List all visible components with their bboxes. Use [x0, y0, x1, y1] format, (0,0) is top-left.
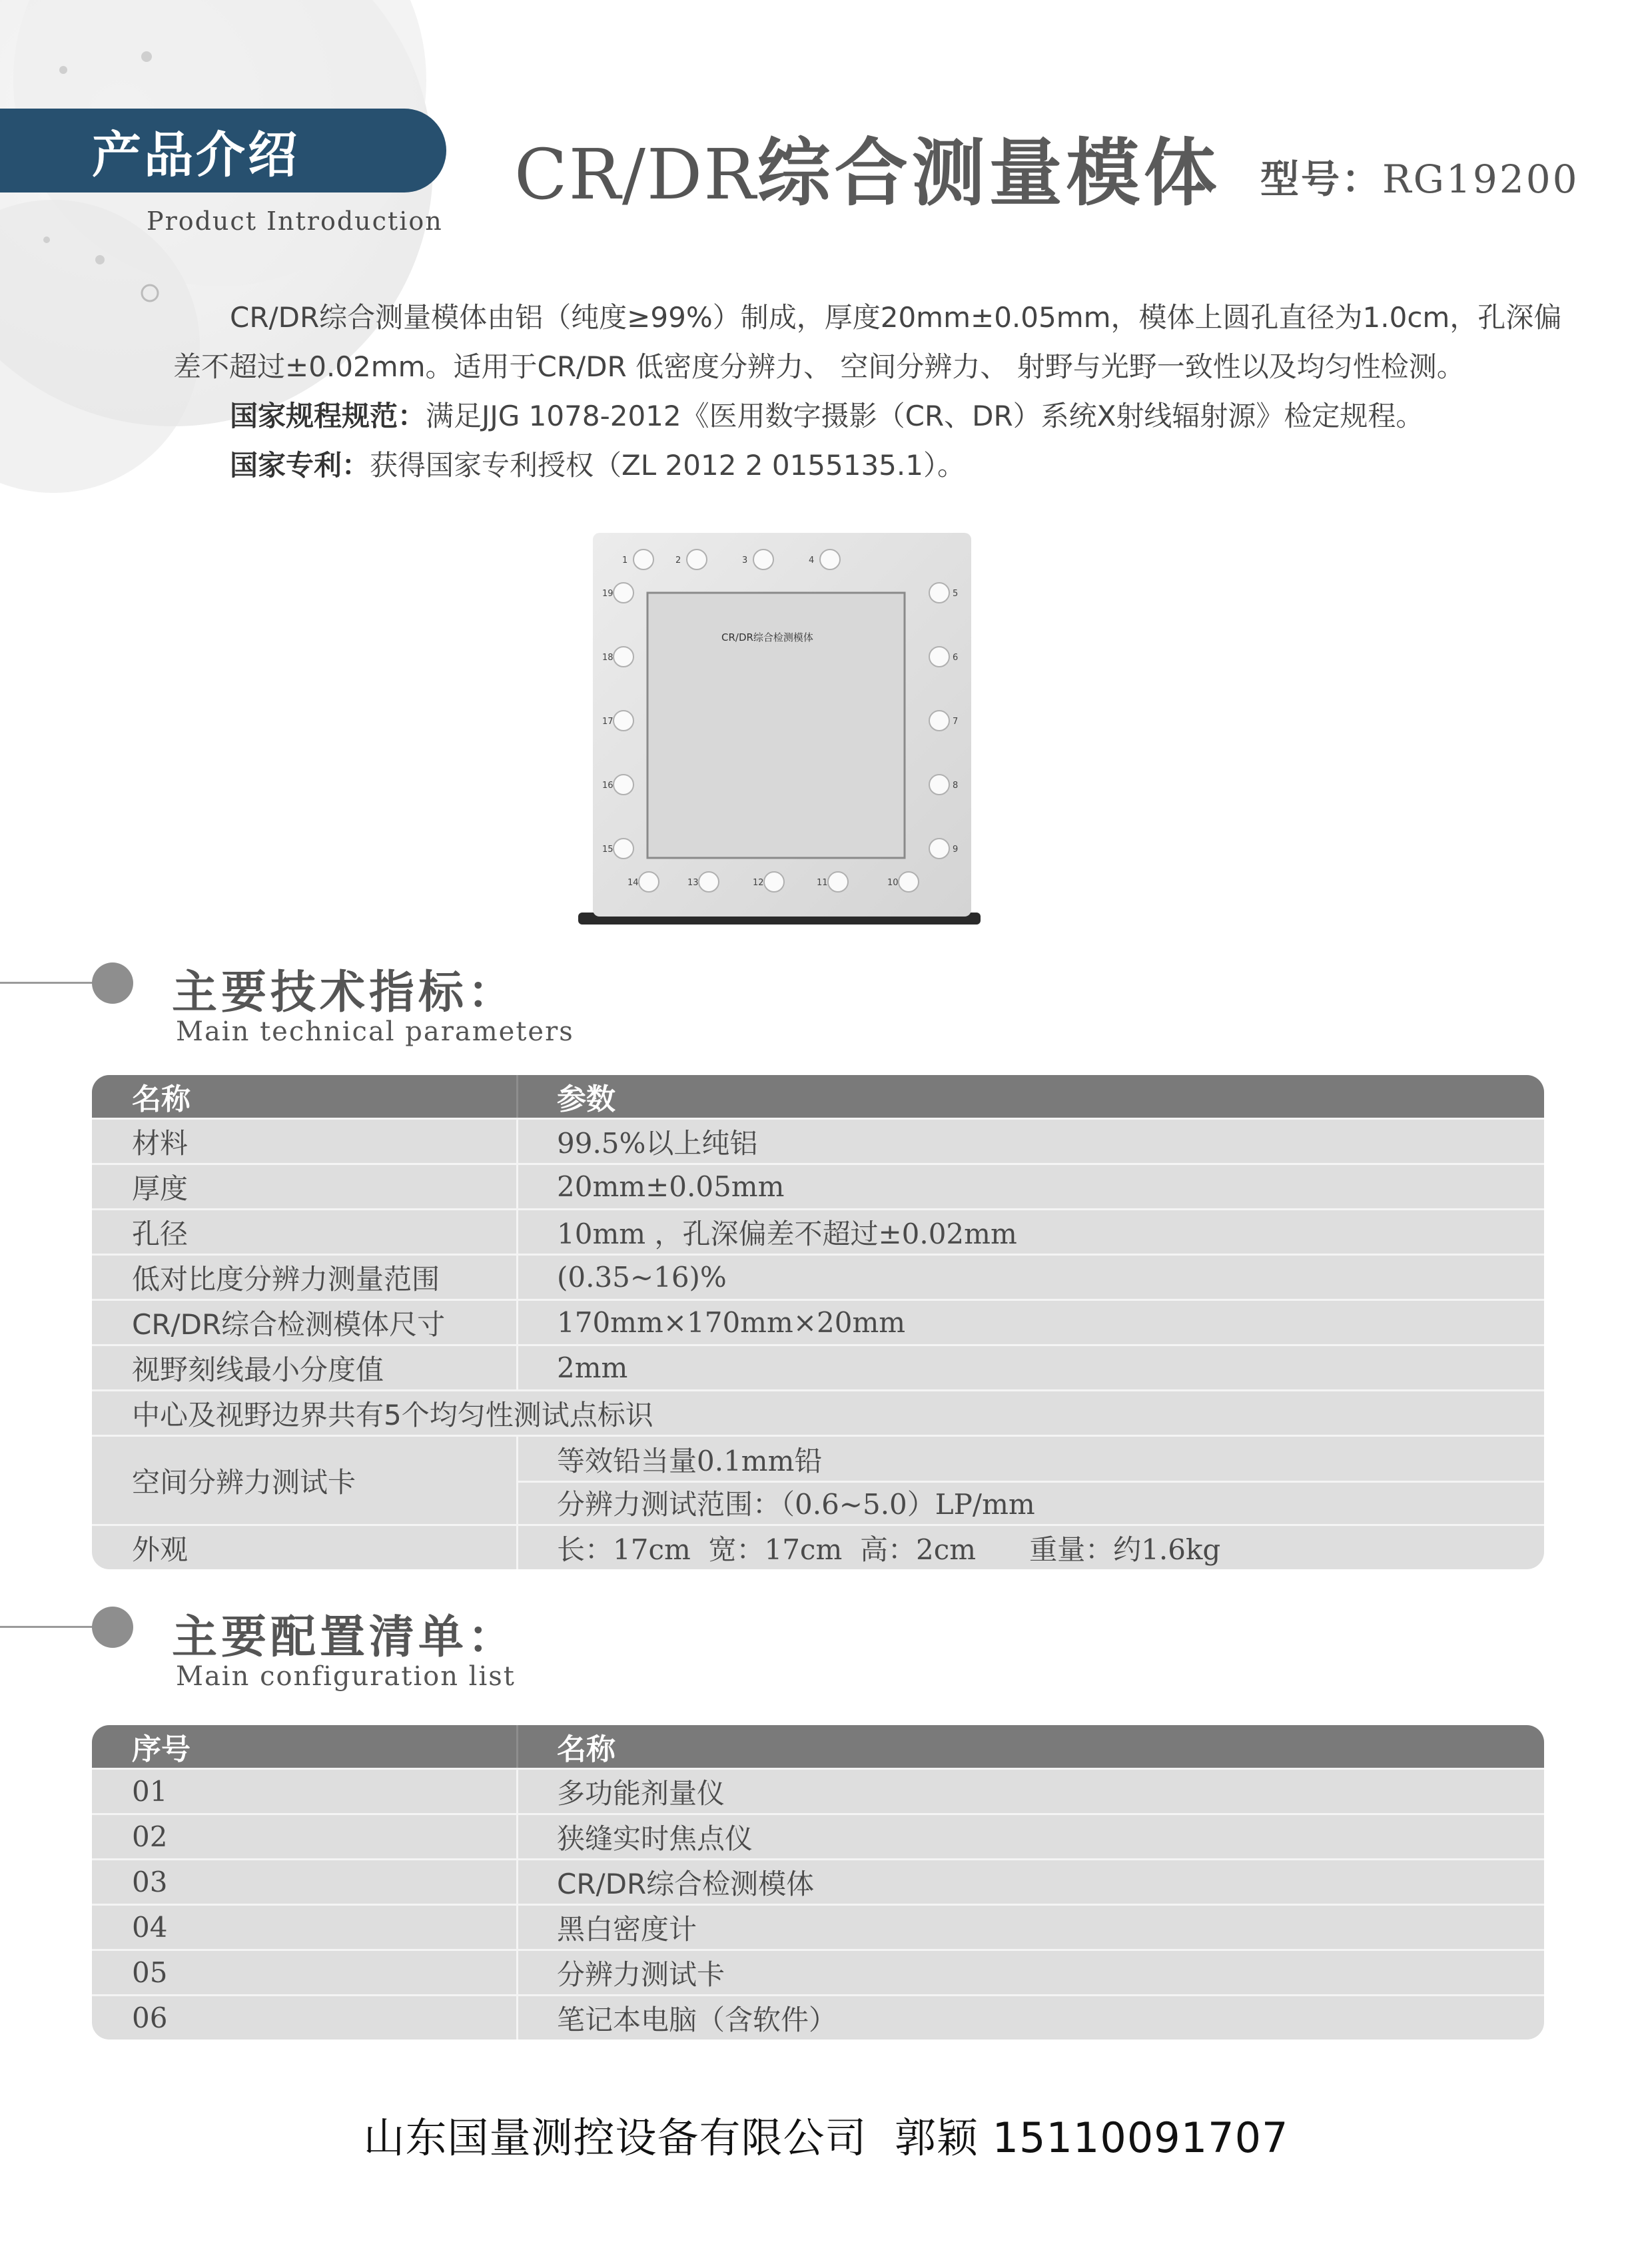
- tech-col-name: 名称: [92, 1075, 518, 1118]
- tech-section-subtitle: Main technical parameters: [176, 1016, 574, 1047]
- product-photo: [573, 533, 985, 929]
- product-title-en: CR/DR: [514, 134, 757, 215]
- table-row: [92, 1994, 1544, 2040]
- section-tab-subtitle: Product Introduction: [147, 206, 443, 236]
- config-item: 分辨力测试卡: [557, 1958, 725, 1991]
- model-label: 型号：: [1260, 157, 1383, 202]
- param-value: (0.35~16)%: [557, 1261, 727, 1294]
- patent-label: 国家专利：: [230, 449, 370, 482]
- config-no: 02: [92, 1815, 518, 1858]
- hole-number: 14: [627, 878, 639, 888]
- config-table-header: [92, 1725, 1544, 1768]
- intro-line-1: CR/DR综合测量模体由铝（纯度≥99%）制成，厚度20mm±0.05mm，模体上圆孔直径为1.0cm，孔深偏: [230, 301, 1562, 334]
- table-row: [92, 1299, 1544, 1344]
- config-item: 狭缝实时焦点仪: [557, 1822, 753, 1855]
- tech-col-param: 参数: [557, 1082, 616, 1116]
- hole-number: 4: [809, 556, 815, 565]
- hole-number: 2: [675, 556, 681, 565]
- photo-label: CR/DR综合检测模体: [721, 631, 813, 643]
- phantom-hole: [753, 550, 773, 569]
- tech-section-title: 主要技术指标：: [172, 966, 518, 1019]
- phantom-hole: [639, 872, 659, 892]
- param-value: 2mm: [557, 1351, 628, 1384]
- hole-number: 1: [622, 556, 628, 565]
- param-name: CR/DR综合检测模体尺寸: [92, 1301, 518, 1344]
- table-row: [92, 1254, 1544, 1299]
- phantom-hole: [614, 583, 633, 603]
- phantom-hole: [614, 647, 633, 667]
- hole-number: 19: [602, 589, 614, 599]
- phantom-hole: [614, 839, 633, 859]
- phantom-hole: [699, 872, 719, 892]
- patent-text: 获得国家专利授权（ZL 2012 2 0155135.1）。: [370, 449, 965, 482]
- hole-number: 8: [953, 781, 959, 791]
- config-section-subtitle: Main configuration list: [176, 1661, 516, 1692]
- hole-number: 11: [817, 878, 828, 888]
- param-name: 视野刻线最小分度值: [92, 1346, 518, 1389]
- table-row: [92, 1904, 1544, 1949]
- table-row: [92, 1949, 1544, 1994]
- spatial-value-1: 等效铅当量0.1mm铅: [557, 1444, 823, 1477]
- patent-line: [173, 441, 1565, 490]
- phantom-hole: [614, 711, 633, 731]
- param-name: 孔径: [92, 1210, 518, 1254]
- table-row: [92, 1435, 1544, 1524]
- table-row: [92, 1768, 1544, 1813]
- phantom-hole: [633, 550, 653, 569]
- config-item: 多功能剂量仪: [557, 1776, 725, 1810]
- model-number: [1260, 148, 1579, 204]
- config-item: CR/DR综合检测模体: [557, 1867, 815, 1900]
- table-row: [92, 1344, 1544, 1389]
- hole-number: 10: [887, 878, 899, 888]
- hole-number: 17: [602, 717, 614, 727]
- phantom-hole: [929, 711, 949, 731]
- appearance-name: 外观: [92, 1526, 518, 1569]
- tech-table: [92, 1075, 1544, 1569]
- table-row: [92, 1813, 1544, 1858]
- phantom-hole: [614, 775, 633, 795]
- intro-text: [173, 293, 1565, 490]
- phantom-hole: [764, 872, 784, 892]
- appearance-value: 长：17cm 宽：17cm 高：2cm 重量：约1.6kg: [557, 1533, 1221, 1566]
- uniformity-note: 中心及视野边界共有5个均匀性测试点标识: [132, 1398, 653, 1431]
- param-value: 20mm±0.05mm: [557, 1170, 785, 1203]
- hole-number: 6: [953, 653, 959, 663]
- phantom-hole: [929, 647, 949, 667]
- hole-number: 15: [602, 845, 614, 855]
- company-contact: 山东国量测控设备有限公司 郭颖 15110091707: [363, 2113, 1289, 2162]
- product-title: [514, 115, 1221, 220]
- param-name: 材料: [92, 1120, 518, 1163]
- table-row: [92, 1163, 1544, 1208]
- config-no: 03: [92, 1860, 518, 1904]
- spatial-values: [518, 1437, 1544, 1524]
- table-row: [92, 1858, 1544, 1904]
- table-row: [92, 1524, 1544, 1569]
- hole-number: 18: [602, 653, 614, 663]
- phantom-hole: [929, 839, 949, 859]
- tech-table-header: [92, 1075, 1544, 1118]
- config-section-dot: [92, 1607, 133, 1648]
- config-item: 笔记本电脑（含软件）: [557, 2003, 837, 2036]
- config-no: 01: [92, 1770, 518, 1813]
- model-value: RG19200: [1382, 157, 1579, 202]
- hole-number: 7: [953, 717, 959, 727]
- param-name: 厚度: [92, 1165, 518, 1208]
- param-value: 10mm ，孔深偏差不超过±0.02mm: [557, 1217, 1017, 1250]
- config-section-title: 主要配置清单：: [172, 1611, 518, 1664]
- config-col-no: 序号: [92, 1725, 518, 1768]
- hole-number: 12: [753, 878, 764, 888]
- config-table: [92, 1725, 1544, 2040]
- standard-text: 满足JJG 1078-2012《医用数字摄影（CR、DR）系统X射线辐射源》检定规程。: [426, 400, 1424, 432]
- section-tab-title: 产品介绍: [92, 127, 300, 184]
- hole-number: 16: [602, 781, 614, 791]
- phantom-hole: [828, 872, 848, 892]
- config-no: 06: [92, 1996, 518, 2040]
- config-col-name: 名称: [557, 1732, 616, 1766]
- tech-section-dot: [92, 962, 133, 1004]
- config-no: 05: [92, 1951, 518, 1994]
- hole-number: 5: [953, 589, 959, 599]
- phantom-hole: [899, 872, 919, 892]
- spatial-value-2: 分辨力测试范围：（0.6~5.0）LP/mm: [518, 1481, 1544, 1523]
- standard-line: [173, 392, 1565, 441]
- phantom-hole: [929, 775, 949, 795]
- product-title-cn: 综合测量模体: [757, 130, 1221, 216]
- hole-number: 3: [742, 556, 748, 565]
- phantom-hole: [929, 583, 949, 603]
- phantom-hole: [820, 550, 840, 569]
- hole-number: 9: [953, 845, 959, 855]
- table-row: [92, 1118, 1544, 1163]
- intro-line-2: 差不超过±0.02mm。适用于CR/DR 低密度分辨力、 空间分辨力、 射野与光野一致性以及均匀性检测。: [173, 350, 1465, 383]
- param-value: 170mm×170mm×20mm: [557, 1306, 906, 1339]
- config-no: 04: [92, 1906, 518, 1949]
- param-value: 99.5%以上纯铝: [557, 1126, 758, 1160]
- phantom-hole: [687, 550, 707, 569]
- hole-number: 13: [687, 878, 699, 888]
- table-row: [92, 1208, 1544, 1254]
- config-item: 黑白密度计: [557, 1912, 697, 1946]
- param-name: 低对比度分辨力测量范围: [92, 1256, 518, 1299]
- spatial-name: 空间分辨力测试卡: [92, 1437, 518, 1524]
- standard-label: 国家规程规范：: [230, 400, 426, 432]
- table-row: [92, 1389, 1544, 1435]
